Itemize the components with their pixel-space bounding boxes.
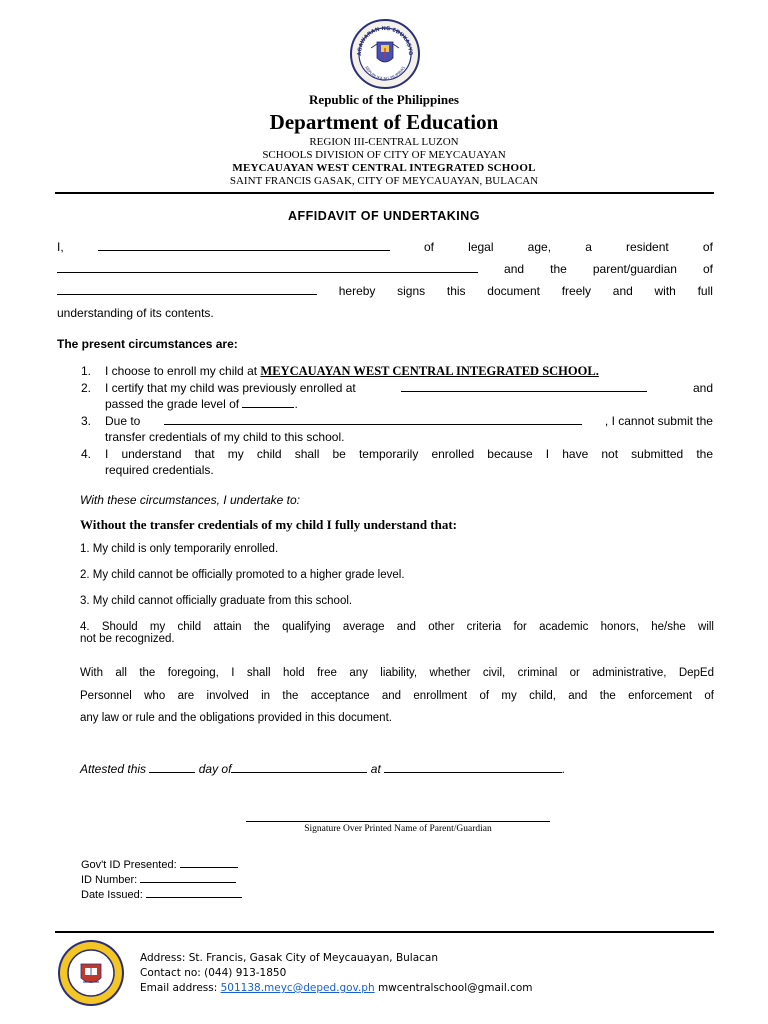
day-blank[interactable] — [149, 762, 195, 773]
intro-word: freely — [561, 284, 592, 298]
intro-word: resident — [626, 240, 669, 254]
seal-top-text: AGAWARAN NG EDUKASYO — [356, 25, 414, 56]
intro-word: signs — [397, 284, 426, 298]
footer-email: Email address: 501138.meyc@deped.gov.ph mwcentralschool@gmail.com — [140, 982, 533, 994]
intro-word: and — [504, 262, 525, 276]
header-divider — [55, 192, 714, 194]
circumstance-item-2: 2. I certify that my child was previously enrolled at and — [81, 380, 713, 395]
understand-item-4: 4. Should my child attain the qualifying average and other criteria for academic honors, he/she will not be recognized. — [80, 621, 714, 645]
child-name-blank[interactable] — [57, 284, 317, 295]
division-line: SCHOOLS DIVISION OF CITY OF MEYCAUAYAN — [262, 149, 506, 161]
attested-line: Attested this day of at . — [80, 762, 566, 776]
intro-word: age, — [527, 240, 552, 254]
intro-word: hereby — [338, 284, 376, 298]
without-heading: Without the transfer credentials of my child I fully understand that: — [80, 517, 458, 532]
circumstances-heading: The present circumstances are: — [57, 337, 238, 351]
intro-word: this — [446, 284, 466, 298]
region-line: REGION III-CENTRAL LUZON — [309, 136, 459, 148]
footer-address: Address: St. Francis, Gasak City of Meycauayan, Bulacan — [140, 952, 439, 964]
intro-line4: understanding of its contents. — [57, 306, 214, 320]
intro-word: with — [654, 284, 676, 298]
gov-id-blank[interactable] — [180, 857, 238, 868]
affidavit-title: AFFIDAVIT OF UNDERTAKING — [287, 209, 481, 223]
email-gmail: mwcentralschool@gmail.com — [377, 982, 533, 994]
circumstances-list: 1. I choose to enroll my child at MEYCAUAYAN WEST CENTRAL INTEGRATED SCHOOL. 2. I certify that my child was previously enrolled at and passed the grade level of . 3. Due to , I cannot submit the transfer credentials of my child to this school. 4. I understand that my child shall be temporarily enrolled because I have not submitted the required credentials. — [81, 364, 713, 477]
circumstance-item-4: 4. I understand that my child shall be temporarily enrolled because I have not submitted the — [81, 446, 713, 461]
footer-contact — [140, 951, 533, 996]
signature-line[interactable] — [246, 821, 550, 822]
school-seal-logo — [56, 938, 126, 1008]
intro-word: legal — [468, 240, 494, 254]
school-address-line: SAINT FRANCIS GASAK, CITY OF MEYCAUAYAN, BULACAN — [229, 175, 539, 187]
name-blank[interactable] — [98, 240, 390, 251]
id-number-blank[interactable] — [140, 872, 236, 883]
intro-word: document — [487, 284, 540, 298]
intro-word: the — [550, 262, 567, 276]
signature-caption: Signature Over Printed Name of Parent/Guardian — [304, 824, 492, 834]
understand-item-3: 3. My child cannot officially graduate from this school. — [80, 595, 353, 607]
email-link-deped[interactable]: 501138.meyc@deped.gov.ph — [220, 982, 375, 994]
circumstance-item-1: 1. I choose to enroll my child at MEYCAUAYAN WEST CENTRAL INTEGRATED SCHOOL. — [81, 364, 599, 378]
republic-heading: Republic of the Philippines — [309, 92, 459, 107]
intro-word: a — [585, 240, 592, 254]
date-issued-blank[interactable] — [146, 887, 242, 898]
intro-word: of — [702, 262, 713, 276]
grade-level-blank[interactable] — [242, 397, 294, 408]
intro-word: parent/guardian — [592, 262, 677, 276]
seal-bottom-text: REPUBLIKA NG PILIPINAS — [364, 65, 406, 82]
school-line: MEYCAUAYAN WEST CENTRAL INTEGRATED SCHOOL — [232, 162, 536, 174]
circumstance-item-3: 3. Due to , I cannot submit the — [81, 413, 713, 428]
residence-blank[interactable] — [57, 262, 478, 273]
footer-phone: Contact no: (044) 913-1850 — [140, 967, 287, 979]
intro-word: of — [702, 240, 713, 254]
id-details: Gov't ID Presented: ID Number: Date Issued: — [81, 857, 242, 902]
department-heading: Department of Education — [269, 110, 499, 134]
intro-word: and — [612, 284, 633, 298]
understand-item-1: 1. My child is only temporarily enrolled. — [80, 543, 279, 555]
school-name-underlined: MEYCAUAYAN WEST CENTRAL INTEGRATED SCHOOL. — [260, 364, 599, 378]
foregoing-paragraph: With all the foregoing, I shall hold free any liability, whether civil, criminal or administrative, DepEd Personnel who are involved in the acceptance and enrollment of my child, and the enforcement of any law or rule and the obligations provided in this document. — [80, 667, 714, 724]
intro-word: of — [423, 240, 434, 254]
place-blank[interactable] — [384, 762, 562, 773]
footer-divider — [55, 931, 714, 933]
reason-blank[interactable] — [164, 414, 582, 425]
understand-item-2: 2. My child cannot be officially promoted to a higher grade level. — [80, 569, 405, 581]
intro-word: full — [697, 284, 713, 298]
undertake-line: With these circumstances, I undertake to: — [80, 493, 300, 507]
previous-school-blank[interactable] — [401, 381, 647, 392]
month-blank[interactable] — [231, 762, 367, 773]
intro-word: I, — [57, 240, 64, 254]
deped-seal-logo — [349, 18, 421, 90]
intro-paragraph — [57, 236, 713, 324]
